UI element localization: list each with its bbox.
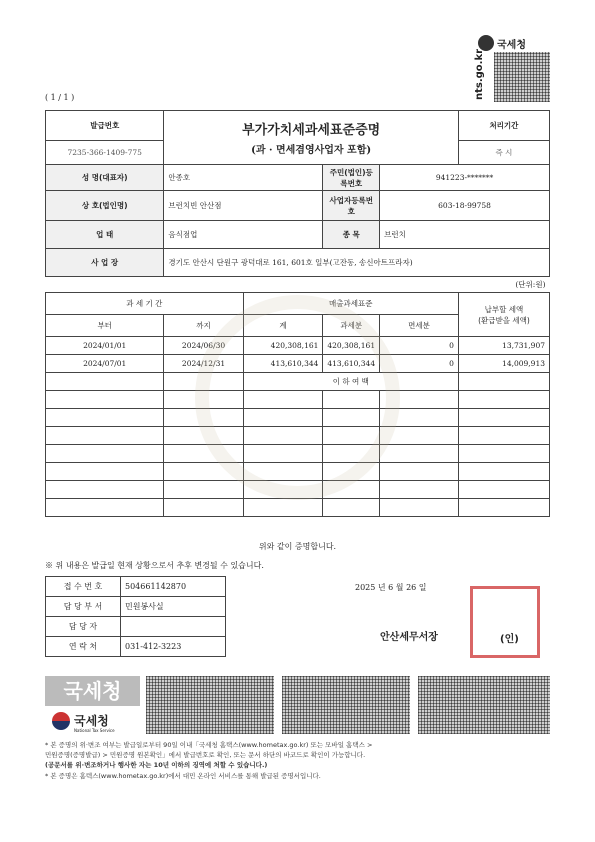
row-tax: 13,731,907 [458,337,549,355]
logo-name: 국세청 [74,714,109,728]
footer-note-2: 민원증명(증명발급) > 민원증명 원본확인」에서 발급번호로 확인, 또는 문서 하단의 바코드로 확인이 가능합니다. [45,751,366,759]
footer-note-1: * 본 증명의 위·변조 여부는 발급일로부터 90일 이내「국세청 홈택스(www.hometax.go.kr) 또는 모바일 홈택스 > [45,741,373,749]
col-taxable: 과세분 [323,315,380,337]
address-value: 경기도 안산시 단원구 광덕대로 161, 601호 일부(고잔동, 송신아트프라자) [164,249,550,277]
barcode-2 [282,676,410,734]
title-cell [164,111,458,165]
site-vertical-text: nts.go.kr [474,48,485,100]
issue-no-value: 7235-366-1409-775 [46,141,164,165]
row-total: 420,308,161 [243,337,323,355]
document-subtitle: (과 · 면세겸영사업자 포함) [251,145,372,156]
base-header: 매출과세표준 [243,293,458,315]
taegeuk-logo-icon [52,712,70,730]
barcode-1 [146,676,274,734]
row-total: 413,610,344 [243,355,323,373]
paid-subheader: (환급받을 세액) [478,315,530,325]
officer-value [121,617,226,637]
contact-label: 연 락 처 [46,637,121,657]
officer-label: 담 당 자 [46,617,121,637]
period-header: 과 세 기 간 [46,293,244,315]
biztype-label: 업 태 [46,221,164,249]
trade-value: 브런치빈 안산점 [164,191,323,221]
item-label: 종 목 [323,221,380,249]
barcode-top [494,52,550,102]
footer-note-3: (공문서를 위·변조하거나 행사한 자는 10년 이하의 징역에 처할 수 있습니다.) [45,761,268,769]
row-to: 2024/12/31 [164,355,243,373]
row-from: 2024/01/01 [46,337,164,355]
receipt-no-value: 504661142870 [121,577,226,597]
issue-date: 2025 년 6 월 26 일 [355,583,427,592]
row-exempt: 0 [380,337,459,355]
seal-mark: (인) [500,634,519,645]
col-total: 계 [243,315,323,337]
row-tax: 14,009,913 [458,355,549,373]
paid-header: 납부할 세액 [484,304,524,314]
row-taxable: 413,610,344 [323,355,380,373]
id-value: 941223-******* [380,165,550,191]
logo-subtitle: National Tax Service [74,728,115,733]
id-label: 주민(법인)등록번호 [323,165,380,191]
certify-note: ※ 위 내용은 발급일 현재 상황으로서 추후 변경될 수 있습니다. [45,561,264,570]
contact-value: 031-412-3223 [121,637,226,657]
col-to: 까지 [164,315,243,337]
dept-label: 담 당 부 서 [46,597,121,617]
official-seal-icon [470,586,540,658]
col-from: 부터 [46,315,164,337]
row-from: 2024/07/01 [46,355,164,373]
row-taxable: 420,308,161 [323,337,380,355]
unit-note: (단위:원) [46,277,550,293]
address-label: 사 업 장 [46,249,164,277]
receipt-no-label: 접 수 번 호 [46,577,121,597]
process-label: 처리기간 [458,111,549,141]
col-exempt: 면세분 [380,315,459,337]
page-indicator: ( 1 / 1 ) [45,93,75,102]
office-name: 안산세무서장 [380,632,438,643]
row-to: 2024/06/30 [164,337,243,355]
barcode-3 [418,676,550,734]
name-label: 성 명(대표자) [46,165,164,191]
biztype-value: 음식점업 [164,221,323,249]
certify-statement: 위와 같이 증명합니다. [258,542,337,551]
document-title: 부가가치세과세표준증명 [242,123,381,138]
bizno-label: 사업자등록번호 [323,191,380,221]
item-value: 브런치 [380,221,550,249]
footer-note-4: * 본 증명은 홈텍스(www.hometax.go.kr)에서 대민 온라인 서비스를 통해 발급된 증명서입니다. [45,772,321,780]
name-value: 안종호 [164,165,323,191]
org-name-top: 국세청 [497,40,526,51]
blank-below-text: 이 하 여 백 [243,373,458,391]
process-value: 즉 시 [458,141,549,165]
dept-value: 민원봉사실 [121,597,226,617]
issue-no-label: 발급번호 [46,111,164,141]
receipt-table [45,576,226,657]
watermark-emblem-icon [195,295,400,500]
watermark-label: 국세청 [45,676,140,706]
paid-header-cell [458,293,549,337]
trade-label: 상 호(법인명) [46,191,164,221]
bizno-value: 603-18-99758 [380,191,550,221]
row-exempt: 0 [380,355,459,373]
